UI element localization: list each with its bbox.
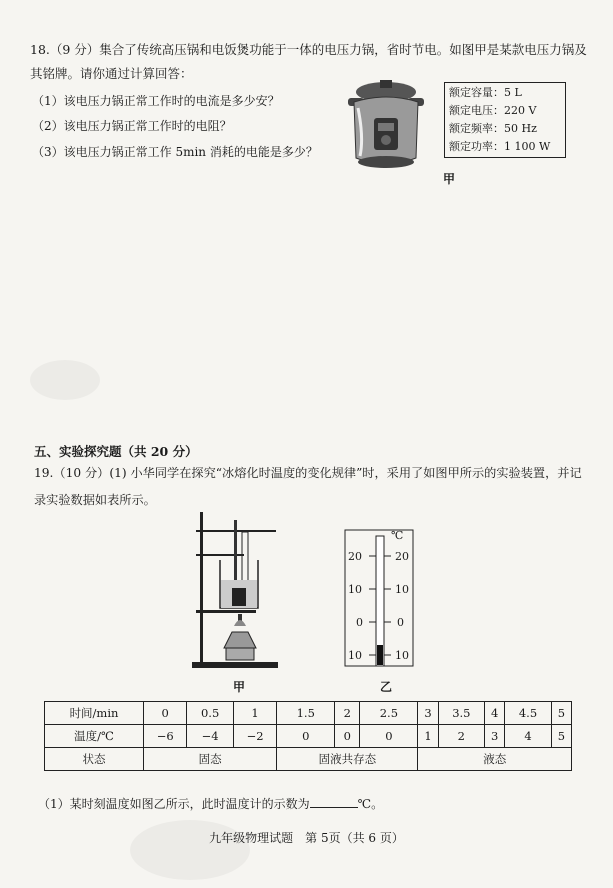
data-table [44, 701, 572, 771]
table-cell: −4 [187, 725, 234, 748]
section-title: 五、实验探究题（共 20 分） [34, 444, 198, 459]
table-cell: 液态 [418, 748, 572, 771]
thermo-right-20: 20 [395, 550, 409, 563]
thermo-right-0: 0 [397, 616, 404, 629]
q18-sub2: （2）该电压力锅正常工作时的电阻？ [32, 119, 232, 133]
table-cell: 5 [551, 725, 571, 748]
q19-intro: 19.（10 分）(1) 小华同学在探究“冰熔化时温度的变化规律”时，采用了如图甲所示的实验装置，并记录实验数据如表所示。 [34, 466, 582, 507]
table-cell: 4.5 [505, 702, 552, 725]
table-cell: 温度/℃ [45, 725, 144, 748]
table-cell: 固液共存态 [277, 748, 418, 771]
table-cell: 0 [277, 725, 335, 748]
table-cell: 0 [360, 725, 418, 748]
nameplate-voltage: 额定电压：220 V [449, 104, 537, 117]
table-cell: 1 [418, 725, 438, 748]
page-footer: 九年级物理试题 第 5页（共 6 页） [209, 831, 404, 845]
table-cell: 4 [505, 725, 552, 748]
q18-sub1: （1）该电压力锅正常工作时的电流是多少安？ [32, 94, 280, 108]
table-row-state [45, 748, 572, 771]
q18-heading: 18.（9 分）集合了传统高压锅和电饭煲功能于一体的电压力锅，省时节电。如图甲是某款电压力锅及其铭牌。请你通过计算回答： [30, 42, 587, 81]
pressure-cooker-image [344, 78, 428, 174]
q19-sub1 [38, 795, 383, 812]
table-cell: 固态 [144, 748, 277, 771]
nameplate-power: 额定功率：1 100 W [449, 140, 551, 153]
table-cell: 状态 [45, 748, 144, 771]
apparatus-image [188, 510, 282, 672]
table-cell: 1.5 [277, 702, 335, 725]
table-cell: 时间/min [45, 702, 144, 725]
thermo-left-0: 0 [356, 616, 363, 629]
q19-sub1-prefix: （1）某时刻温度如图乙所示，此时温度计的示数为 [38, 797, 310, 811]
nameplate-capacity: 额定容量：5 L [449, 86, 522, 99]
table-cell: 2.5 [360, 702, 418, 725]
table-cell: 0 [144, 702, 187, 725]
table-cell: −2 [233, 725, 276, 748]
thermo-right-10: 10 [395, 583, 409, 596]
table-cell: 3 [485, 725, 505, 748]
thermo-left-20: 20 [348, 550, 362, 563]
thermo-right-neg10: 10 [395, 649, 409, 662]
table-cell: 5 [551, 702, 571, 725]
thermo-left-10: 10 [348, 583, 362, 596]
table-cell: 3.5 [438, 702, 485, 725]
table-row-temp [45, 725, 572, 748]
fig-a-label: 甲 [233, 680, 246, 694]
q19-sub1-suffix: ℃。 [357, 797, 384, 811]
thermo-unit: ℃ [391, 529, 404, 542]
table-cell: −6 [144, 725, 187, 748]
q18-figure-label: 甲 [443, 172, 456, 186]
table-row-time [45, 702, 572, 725]
table-cell: 2 [438, 725, 485, 748]
thermometer-image [343, 528, 415, 668]
table-cell: 0 [335, 725, 360, 748]
table-cell: 0.5 [187, 702, 234, 725]
table-cell: 4 [485, 702, 505, 725]
fig-b-label: 乙 [380, 680, 393, 694]
table-cell: 3 [418, 702, 438, 725]
answer-blank[interactable] [310, 807, 358, 808]
q18-sub3: （3）该电压力锅正常工作 5min 消耗的电能是多少？ [32, 145, 318, 159]
table-cell: 1 [233, 702, 276, 725]
thermo-left-neg10: 10 [348, 649, 362, 662]
nameplate [444, 82, 566, 158]
table-cell: 2 [335, 702, 360, 725]
nameplate-frequency: 额定频率：50 Hz [449, 122, 537, 135]
